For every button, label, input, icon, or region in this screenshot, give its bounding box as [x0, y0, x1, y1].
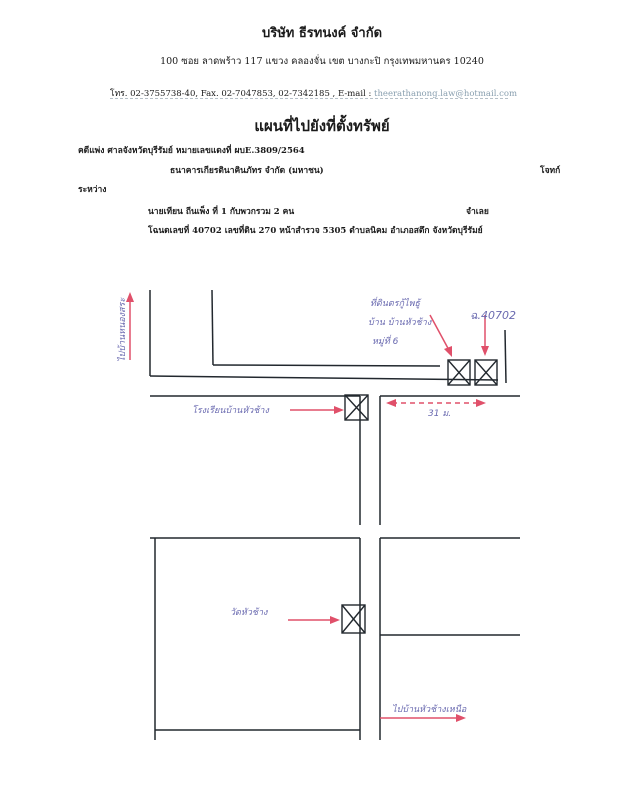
court-case-line: คดีแพ่ง ศาลจังหวัดบุรีรัมย์ หมายเลขแดงที่ ผบE.3809/2564	[78, 146, 305, 156]
email-address: theerathanong.law@hotmail.com	[374, 89, 518, 99]
arrow-head	[444, 346, 452, 357]
contact-text: โทร. 02-3755738-40, Fax. 02-7047853, 02-7342185 , E-mail :	[110, 89, 372, 99]
road-edge	[505, 330, 506, 383]
map-label-bottom: ไปบ้านหัวช้างเหนือ	[392, 705, 467, 715]
plaintiff-name: ธนาคารเกียรตินาคินภัทร จำกัด (มหาชน)	[170, 166, 324, 176]
arrow-head	[334, 406, 344, 414]
distance-label: 31 ม.	[428, 409, 452, 419]
property-label-line-2: บ้าน บ้านหัวช้าง	[368, 318, 432, 328]
road-edge	[150, 376, 498, 380]
between-label: ระหว่าง	[78, 185, 107, 195]
company-address: 100 ซอย ลาดพร้าว 117 แขวง คลองจั่น เขต บางกะปิ กรุงเทพมหานคร 10240	[160, 56, 484, 67]
building-markers	[342, 360, 497, 633]
document-title: แผนที่ไปยังที่ตั้งทรัพย์	[254, 117, 390, 135]
road-lines	[150, 290, 520, 740]
school-label: โรงเรียนบ้านหัวช้าง	[192, 406, 269, 416]
property-label-line-1: ที่ดินตรกู้ไพธู้	[370, 299, 421, 309]
company-name: บริษัท ธีรทนงค์ จำกัด	[261, 26, 383, 41]
deed-number-label: ฉ.40702	[470, 309, 516, 322]
arrow-head	[476, 399, 486, 407]
defendant-name: นายเทียน ถีนเพ็ง ที่ 1 กับพวกรวม 2 คน	[148, 207, 295, 217]
plaintiff-role: โจทก์	[540, 166, 561, 176]
road-edge	[212, 290, 213, 365]
property-pointer	[430, 315, 450, 352]
temple-label: วัดหัวช้าง	[230, 608, 268, 618]
road-edge	[213, 365, 440, 366]
title-deed-line: โฉนดเลขที่ 40702 เลขที่ดิน 270 หน้าสำรวจ 5305 ตำบลนิคม อำเภอสตึก จังหวัดบุรีรัมย์	[148, 226, 483, 236]
property-label-line-3: หมู่ที่ 6	[372, 337, 399, 347]
pointer-arrows	[126, 292, 489, 722]
arrow-head	[481, 346, 489, 356]
arrow-head	[386, 399, 396, 407]
arrow-head	[330, 616, 340, 624]
map-label-top-left: ไปบ้านหนองสระ	[118, 297, 128, 362]
defendant-role: จำเลย	[466, 207, 489, 217]
